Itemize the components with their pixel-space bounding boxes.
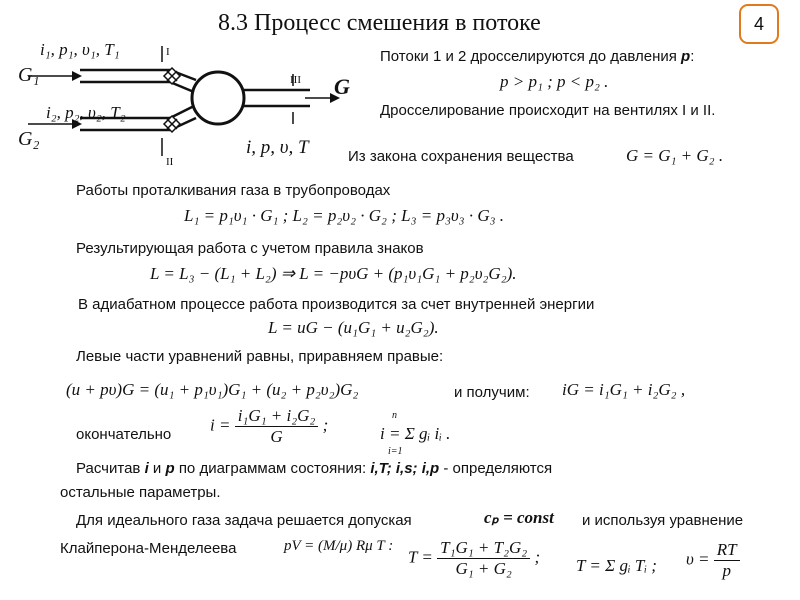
mixing-chamber bbox=[192, 72, 244, 124]
enthalpy-sum-formula: i = Σ gᵢ iᵢ . bbox=[380, 424, 451, 443]
ideal-gas-line: Для идеального газа задача решается допуская bbox=[76, 512, 412, 529]
enthalpy-fraction-formula: i = $\frac{\text{i₁G₁ + i₂G₂}}{G}$ ; bbox=[210, 406, 329, 446]
cp-const-formula: cₚ = const bbox=[484, 508, 554, 527]
volume-denominator: p bbox=[722, 561, 731, 580]
outlet-section-label: III bbox=[290, 74, 301, 86]
valve-2-label: II bbox=[166, 156, 174, 168]
flow-2-label: G₂ bbox=[18, 128, 40, 150]
valve-1-label: I bbox=[166, 46, 170, 58]
conservation-line: Из закона сохранения вещества bbox=[348, 148, 574, 165]
clapeyron-label: Клайперона-Менделеева bbox=[60, 540, 237, 557]
page-number-badge: 4 bbox=[739, 4, 779, 44]
push-work-formula: L₁ = p₁υ₁ · G₁ ; L₂ = p₂υ₂ · G₂ ; L₃ = p₃υ₃ · G₃ . bbox=[184, 206, 505, 225]
calc-line: Расчитав i и p по диаграммам состояния: i,T; i,s; i,p - определяются bbox=[76, 460, 553, 477]
enthalpy-formula: iG = i₁G₁ + i₂G₂ , bbox=[562, 380, 686, 399]
valves-line: Дросселирование происходит на вентилях I и II. bbox=[380, 102, 716, 119]
result-work-formula: L = L₃ − (L₁ + L₂) ⇒ L = −pυG + (p₁υ₁G₁ + p₂υ₂G₂). bbox=[150, 264, 517, 283]
adiabatic-formula: L = uG − (u₁G₁ + u₂G₂). bbox=[268, 318, 439, 337]
stream-1-params: i₁, p₁, υ₁, T₁ bbox=[40, 40, 120, 59]
specific-volume-formula: υ = $\frac{RT}{p}$ bbox=[686, 540, 740, 581]
outlet-flow-label: G bbox=[334, 74, 350, 99]
sum-bottom-index: i=1 bbox=[388, 446, 403, 457]
sum-top-index: n bbox=[392, 410, 397, 421]
temperature-denominator: G₁ + G₂ bbox=[455, 559, 512, 578]
temperature-numerator: T₁G₁ + T₂G₂ bbox=[437, 538, 530, 559]
conservation-formula: G = G₁ + G₂ . bbox=[626, 146, 724, 165]
volume-numerator: RT bbox=[714, 540, 740, 561]
temperature-fraction-formula: T = $\frac{\text{T₁G₁ + T₂G₂}}{\text{G₁ + G₂}}$ ; bbox=[408, 538, 541, 578]
flow-1-label: G₁ bbox=[18, 64, 40, 86]
rest-params-line: остальные параметры. bbox=[60, 484, 221, 501]
throttle-line: Потоки 1 и 2 дросселируются до давления p: bbox=[380, 48, 695, 65]
and-get-label: и получим: bbox=[454, 384, 530, 401]
outlet-params: i, p, υ, T bbox=[246, 137, 309, 158]
and-using-label: и используя уравнение bbox=[582, 512, 744, 529]
finally-label: окончательно bbox=[76, 426, 172, 443]
stream-2-params: i₂, p₂, υ₂, T₂ bbox=[46, 103, 126, 122]
result-work-line: Результирующая работа с учетом правила знаков bbox=[76, 240, 424, 257]
left-parts-line: Левые части уравнений равны, приравняем правые: bbox=[76, 348, 444, 365]
push-work-line: Работы проталкивания газа в трубопроводах bbox=[76, 182, 391, 199]
slide-title: 8.3 Процесс смешения в потоке bbox=[218, 10, 541, 36]
temperature-sum-formula: T = Σ gᵢ Tᵢ ; bbox=[576, 556, 657, 575]
clapeyron-formula: pV = (M/μ) Rμ T : bbox=[284, 538, 394, 554]
enthalpy-numerator: i₁G₁ + i₂G₂ bbox=[235, 406, 319, 427]
pressure-inequality: p > p₁ ; p < p₂ . bbox=[500, 72, 609, 91]
enthalpy-denominator: G bbox=[270, 427, 283, 446]
balance-formula: (u + pυ)G = (u₁ + p₁υ₁)G₁ + (u₂ + p₂υ₂)G₂ bbox=[66, 380, 359, 399]
adiabatic-line: В адиабатном процессе работа производится за счет внутренней энергии bbox=[78, 296, 595, 313]
